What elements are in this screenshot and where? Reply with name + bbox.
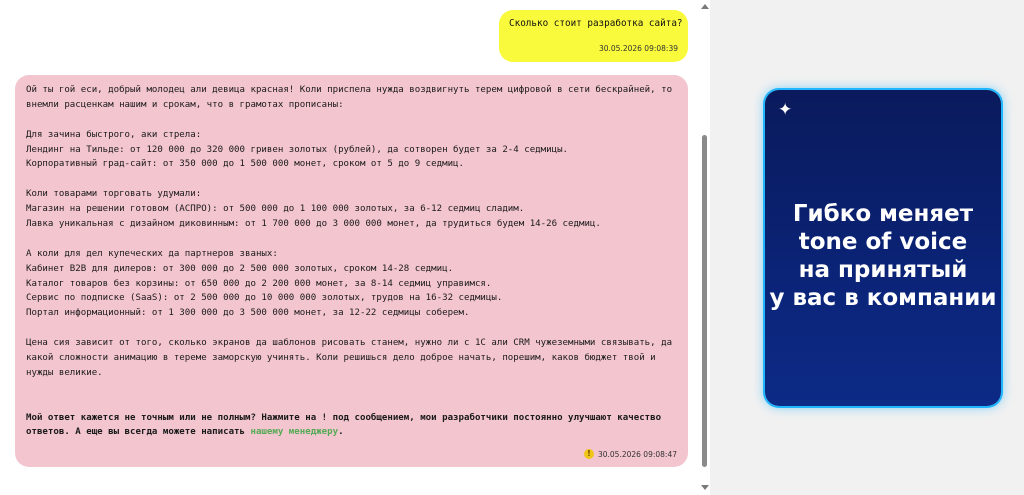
bot-message-line [26, 396, 677, 411]
promo-card [765, 90, 1001, 406]
promo-line: tone of voice [798, 229, 968, 255]
feedback-notice-line: Мой ответ кажется не точным или не полным? Нажмите на ! под сообщением, мои разработчики постоянно улучшают качество [26, 412, 662, 423]
bot-message-line [26, 172, 677, 187]
bot-message-line: А коли для дел купеческих да партнеров званых: [26, 248, 278, 259]
feedback-warning-icon[interactable]: ! [584, 449, 594, 459]
bot-message-line: нужды великие. [26, 367, 103, 378]
bot-message-line: Каталог товаров без корзины: от 650 000 до 2 200 000 монет, за 8-14 седмиц управимся. [26, 278, 492, 289]
bot-message-line [26, 113, 677, 128]
bot-message-line: Ой ты гой еси, добрый молодец али девица красная! Коли приспела нужда воздвигнуть терем цифровой в сети бескрайней, то [26, 85, 673, 95]
chat-scrollbar[interactable] [700, 0, 710, 495]
bot-message-timestamp: 30.05.2026 09:08:47 [597, 449, 677, 459]
user-message-bubble [499, 10, 688, 62]
bot-message-line: Коли товарами торговать удумали: [26, 189, 202, 200]
sparkle-icon: ✦ [778, 100, 793, 120]
promo-line: Гибко меняет [792, 201, 974, 227]
bot-message-line [26, 232, 677, 247]
bot-message-line: Цена сия зависит от того, сколько экранов да шаблонов рисовать станем, нужно ли с 1С али CRM чужеземными связывать, да [26, 338, 673, 349]
bot-message-line [26, 321, 677, 336]
bot-message-line: Лендинг на Тильде: от 120 000 до 320 000 гривен золотых (рублей), да сотворен будет за 2-4 седмицы. [26, 144, 569, 155]
bot-message-footer [584, 449, 677, 459]
promo-line: у вас в компании [769, 285, 997, 311]
bot-message-line [26, 381, 677, 396]
bot-message-line: Лавка уникальная с дизайном диковинным: от 1 700 000 до 3 000 000 монет, да трудиться будем 14-26 седмиц. [26, 219, 601, 230]
bot-message-line: внемли расценкам нашим и срокам, что в грамотах прописаны: [26, 99, 344, 110]
user-message-timestamp: 30.05.2026 09:08:39 [598, 44, 678, 53]
bot-message-line: Для зачина быстрого, аки стрела: [26, 129, 202, 140]
scroll-thumb[interactable] [702, 135, 707, 467]
user-message-text: Сколько стоит разработка сайта? [509, 18, 683, 29]
promo-text [765, 200, 1001, 312]
bot-message-line: какой сложности анимацию в тереме заморскую учинять. Коли решишься дело доброе начать, порешим, каков бюджет твой и [26, 353, 656, 364]
notice-prefix: ответов. А еще вы всегда можете написать [26, 427, 251, 438]
scroll-up-arrow-icon[interactable] [701, 4, 709, 9]
bot-message-bubble [15, 75, 688, 467]
bot-message-line: Сервис по подписке (SaaS): от 2 500 000 до 10 000 000 золотых, трудов на 16-32 седмицы. [26, 293, 503, 304]
notice-suffix: . [338, 427, 344, 438]
manager-link[interactable]: нашему менеджеру [250, 427, 339, 438]
bot-message-line: Портал информационный: от 1 300 000 до 3 500 000 монет, за 12-22 седмицы соберем. [26, 308, 470, 319]
bot-message-line: Магазин на решении готовом (АСПРО): от 500 000 до 1 100 000 золотых, за 6-12 седмиц сладим. [26, 204, 525, 215]
bot-message-line: Корпоративный град-сайт: от 350 000 до 1 500 000 монет, сроком от 5 до 9 седмиц. [26, 159, 464, 170]
promo-line: на принятый [798, 257, 968, 283]
feedback-notice-line [26, 425, 677, 440]
scroll-down-arrow-icon[interactable] [701, 485, 709, 490]
bot-message-line: Кабинет B2B для дилеров: от 300 000 до 2 500 000 золотых, сроком 14-28 седмиц. [26, 263, 454, 274]
